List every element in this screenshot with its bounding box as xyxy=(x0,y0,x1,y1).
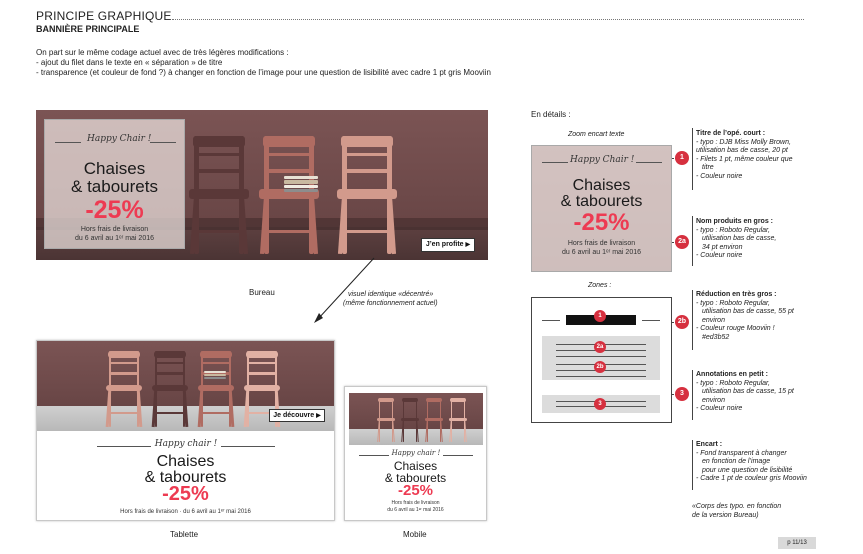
desktop-banner xyxy=(36,110,488,260)
spec-line: - Couleur noire xyxy=(696,405,743,413)
product-name-line-2: & tabourets xyxy=(71,177,158,196)
spec-head: Encart : xyxy=(696,441,723,448)
spec-bracket-3 xyxy=(692,370,693,420)
zone-badge-3: 3 xyxy=(594,398,606,410)
spec-line: - typo : Roboto Regular, xyxy=(696,379,770,387)
intro-line-2: - ajout du filet dans le texte en « séparation » de titre xyxy=(36,58,223,67)
arrow-note-line-1: visuel identique «décentré» xyxy=(348,291,434,298)
spec-bracket-1 xyxy=(692,128,693,190)
tablet-discount: -25% xyxy=(162,483,209,505)
kicker-title: Happy Chair ! xyxy=(87,134,152,144)
mobile-photo xyxy=(349,393,483,445)
spec-line: en fonction de l’image xyxy=(702,458,771,466)
details-heading: En détails : xyxy=(531,110,571,119)
spec-badge-2b: 2b xyxy=(675,315,689,329)
mobile-product-line-2: & tabourets xyxy=(384,471,447,485)
spec-line: - Couleur rouge Mooviin ! xyxy=(696,325,775,333)
chair-dark xyxy=(188,136,250,254)
play-arrow-icon: ▶ xyxy=(465,242,471,248)
spec-title-op xyxy=(696,130,836,181)
spec-line: 34 pt environ xyxy=(702,243,743,251)
cta-button-decouvre[interactable] xyxy=(269,409,325,422)
tablet-chair-3 xyxy=(197,351,235,427)
spec-line: - Couleur noire xyxy=(696,252,743,260)
tablet-mockup xyxy=(36,340,335,521)
mobile-discount: -25% xyxy=(397,482,434,499)
spec-discount xyxy=(696,291,836,342)
zone-badge-1: 1 xyxy=(594,310,606,322)
page-title: PRINCIPE GRAPHIQUE xyxy=(36,9,172,23)
page-number: p 11/13 xyxy=(778,537,816,549)
title-rule-right xyxy=(150,142,176,143)
spec-bracket-2b xyxy=(692,290,693,350)
zoom-rule-left xyxy=(542,162,568,163)
spec-line: utilisation bas de casse, 55 pt xyxy=(702,308,794,316)
zone-rule-left xyxy=(542,320,560,321)
spec-line: - typo : DJB Miss Molly Brown, xyxy=(696,138,791,146)
arrow-icon xyxy=(312,255,392,325)
intro-line-1: On part sur le même codage actuel avec de très légères modifications : xyxy=(36,48,289,57)
title-dotted-rule xyxy=(172,19,804,20)
footnote-line-2: de la version Bureau) xyxy=(692,512,759,519)
cta-label: Je découvre xyxy=(273,412,315,419)
spec-line: utilisation bas de casse, 20 pt xyxy=(696,147,788,155)
spec-line: utilisation bas de casse, xyxy=(702,235,777,243)
spec-badge-3: 3 xyxy=(675,387,689,401)
mobile-chair-3 xyxy=(425,398,443,442)
spec-encart xyxy=(696,441,846,484)
product-name-line-1: Chaises xyxy=(83,159,146,178)
tablet-note: Hors frais de livraison · du 6 avril au 1ᵉʳ mai 2016 xyxy=(120,509,251,515)
mobile-chair-4 xyxy=(449,398,467,442)
mobile-chair-1 xyxy=(377,398,395,442)
spec-bracket-2a xyxy=(692,216,693,266)
zoom-panel-overlay xyxy=(531,145,672,272)
spec-badge-1: 1 xyxy=(675,151,689,165)
spec-head: Annotations en petit : xyxy=(696,371,768,378)
spec-line: - Couleur noire xyxy=(696,172,743,180)
caption-mobile: Mobile xyxy=(403,530,427,539)
zoom-text-panel xyxy=(531,145,672,272)
mobile-product-line-1: Chaises xyxy=(393,459,438,473)
tablet-photo xyxy=(37,341,334,431)
tablet-product-line-1: Chaises xyxy=(156,453,215,470)
spec-line: - typo : Roboto Regular, xyxy=(696,226,770,234)
spec-line: - Fond transparent à changer xyxy=(696,449,787,457)
zone-badge-2a: 2a xyxy=(594,341,606,353)
zone-rule-right xyxy=(642,320,660,321)
chair-terracotta xyxy=(258,136,320,254)
zoom-caption: Zoom encart texte xyxy=(568,131,625,138)
mobile-mockup xyxy=(344,386,487,521)
zoom-product-line-1: Chaises xyxy=(572,177,631,194)
zoom-kicker: Happy Chair ! xyxy=(570,155,635,165)
tablet-title-rule-left xyxy=(97,446,151,447)
zoom-shipping-note: Hors frais de livraison xyxy=(567,240,636,247)
spec-annotations xyxy=(696,371,836,414)
title-rule-left xyxy=(55,142,81,143)
tablet-chair-2 xyxy=(151,351,189,427)
spec-line: utilisation bas de casse, 15 pt xyxy=(702,388,794,396)
mobile-date-note: du 6 avril au 1ᵉʳ mai 2016 xyxy=(387,507,444,513)
zoom-product-line-2: & tabourets xyxy=(560,193,643,210)
date-note: du 6 avril au 1ᵉʳ mai 2016 xyxy=(75,235,154,242)
zones-caption: Zones : xyxy=(588,282,612,289)
page-subtitle: BANNIÈRE PRINCIPALE xyxy=(36,24,140,34)
chair-light-pink xyxy=(336,136,398,254)
cta-button-profite[interactable] xyxy=(421,238,475,252)
spec-line: environ xyxy=(702,316,725,324)
zoom-rule-right xyxy=(636,162,662,163)
cta-label: J’en profite xyxy=(425,241,464,248)
footnote-line-1: «Corps des typo. en fonction xyxy=(692,503,782,510)
shipping-note: Hors frais de livraison xyxy=(80,226,149,233)
tablet-chair-1 xyxy=(105,351,143,427)
mobile-chair-2 xyxy=(401,398,419,442)
spec-head: Nom produits en gros : xyxy=(696,218,773,225)
caption-bureau: Bureau xyxy=(249,288,275,297)
spec-line: #ed3b52 xyxy=(702,333,730,341)
spec-bracket-4 xyxy=(692,440,693,490)
mobile-title-rule-left xyxy=(359,455,389,456)
mobile-kicker: Happy chair ! xyxy=(391,449,441,457)
mobile-shipping-note: Hors frais de livraison xyxy=(391,500,440,506)
mobile-title-rule-right xyxy=(443,455,473,456)
spec-line: - typo : Roboto Regular, xyxy=(696,299,770,307)
caption-tablette: Tablette xyxy=(170,530,199,539)
tablet-product-line-2: & tabourets xyxy=(144,469,227,486)
spec-line: pour une question de lisibilité xyxy=(702,466,793,474)
arrow-note-line-2: (même fonctionnement actuel) xyxy=(343,300,438,307)
spec-head: Réduction en très gros : xyxy=(696,291,777,298)
tablet-books xyxy=(204,371,226,381)
spec-line: titre xyxy=(702,164,714,172)
play-arrow-icon: ▶ xyxy=(316,413,321,419)
books-stack xyxy=(284,176,318,190)
tablet-kicker: Happy chair ! xyxy=(154,439,218,449)
spec-line: - Filets 1 pt, même couleur que xyxy=(696,155,793,163)
spec-line: environ xyxy=(702,396,725,404)
spec-head: Titre de l’opé. court : xyxy=(696,130,766,137)
zoom-discount: -25% xyxy=(573,209,630,236)
zoom-date-note: du 6 avril au 1ᵉʳ mai 2016 xyxy=(562,249,641,256)
desktop-text-panel xyxy=(44,119,185,249)
tablet-title-rule-right xyxy=(221,446,275,447)
spec-product-names xyxy=(696,218,836,261)
zone-badge-2b: 2b xyxy=(594,361,606,373)
spec-badge-2a: 2a xyxy=(675,235,689,249)
spec-line: - Cadre 1 pt de couleur gris Mooviin xyxy=(696,475,807,483)
discount-value: -25% xyxy=(85,196,144,224)
intro-line-3: - transparence (et couleur de fond ?) à changer en fonction de l’image pour une question de lisibilité avec cadre 1 pt gris Mooviin xyxy=(36,68,491,77)
